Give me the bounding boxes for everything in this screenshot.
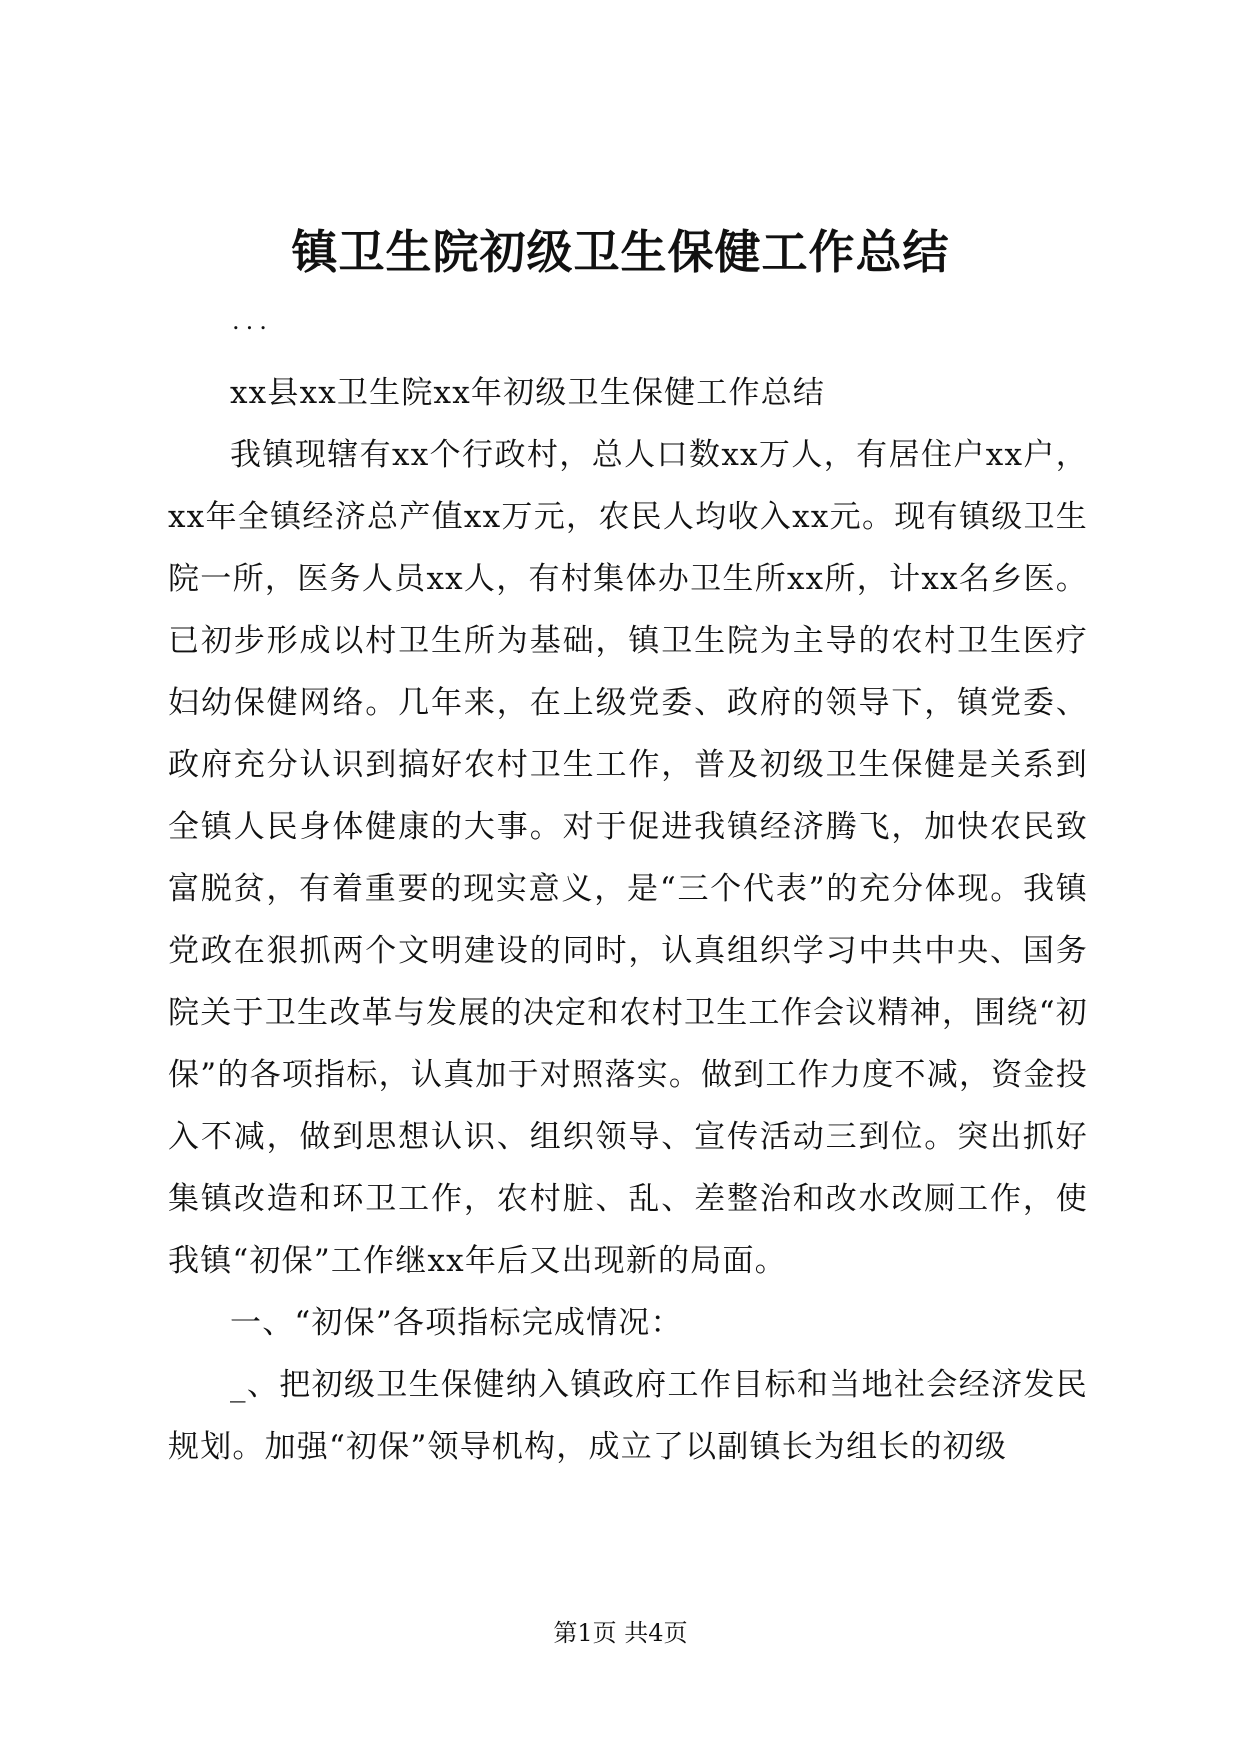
page-footer: 第1页 共4页 xyxy=(553,1619,688,1647)
ellipsis-marker: ... xyxy=(232,307,273,335)
body-paragraph: 我镇现辖有xx个行政村，总人口数xx万人，有居住户xx户，xx年全镇经济总产值xx万元，农民人均收入xx元。现有镇级卫生院一所，医务人员xx人，有村集体办卫生所xx所，计xx名乡医。已初步形成以村卫生所为基础，镇卫生院为主导的农村卫生医疗妇幼保健网络。几年来，在上级党委、政府的领导下，镇党委、政府充分认识到搞好农村卫生工作，普及初级卫生保健是关系到全镇人民身体健康的大事。对于促进我镇经济腾飞，加快农民致富脱贫，有着重要的现实意义，是“三个代表”的充分体现。我镇党政在狠抓两个文明建设的同时，认真组织学习中共中央、国务院关于卫生改革与发展的决定和农村卫生工作会议精神，围绕“初保”的各项指标，认真加于对照落实。做到工作力度不减，资金投入不减，做到思想认识、组织领导、宣传活动三到位。突出抓好集镇改造和环卫工作，农村脏、乱、差整治和改水改厕工作，使我镇“初保”工作继xx年后又出现新的局面。 xyxy=(168,437,1088,1279)
subtitle-paragraph: xx县xx卫生院xx年初级卫生保健工作总结 xyxy=(230,375,826,411)
document-body xyxy=(168,362,1088,1478)
document-title: 镇卫生院初级卫生保健工作总结 xyxy=(291,225,950,279)
body-paragraph: _、把初级卫生保健纳入镇政府工作目标和当地社会经济发民规划。加强“初保”领导机构，成立了以副镇长为组长的初级 xyxy=(168,1367,1088,1465)
section-heading: 一、“初保”各项指标完成情况： xyxy=(230,1305,683,1341)
